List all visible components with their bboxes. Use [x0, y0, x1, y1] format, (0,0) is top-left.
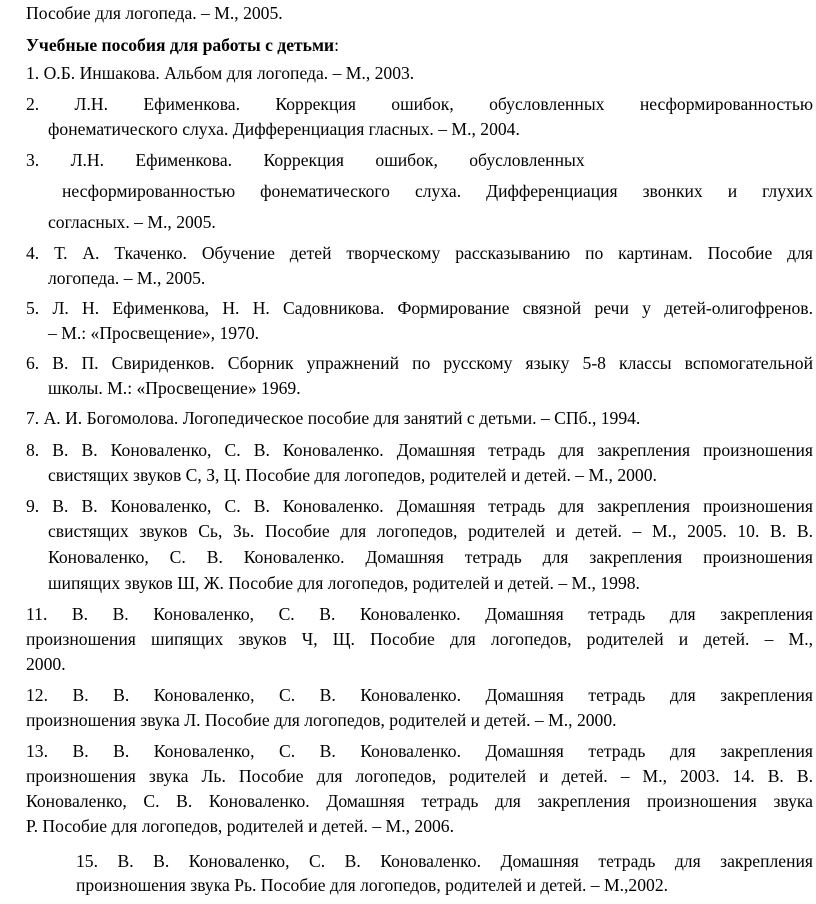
list-item: 1. О.Б. Иншакова. Альбом для логопеда. – М., 2003.	[26, 63, 415, 83]
list-item: 7. А. И. Богомолова. Логопедическое пособие для занятий с детьми. – СПб., 1994.	[26, 408, 641, 428]
list-item-continuation: произношения шипящих звуков Ч, Щ. Пособие для логопедов, родителей и детей. – М.,	[26, 629, 813, 649]
list-item-continuation: Коноваленко, С. В. Коноваленко. Домашняя тетрадь для закрепления произношения	[48, 547, 813, 567]
section-heading	[26, 34, 813, 56]
list-item-continuation: Р. Пособие для логопедов, родителей и детей. – М., 2006.	[26, 816, 454, 836]
list-item: 3. Л.Н. Ефименкова. Коррекция ошибок, обусловленных	[26, 150, 585, 170]
list-item-continuation: 2000.	[26, 654, 66, 674]
list-item-continuation: свистящих звуков Сь, Зь. Пособие для логопедов, родителей и детей. – М., 2005. 10. В. В.	[48, 521, 813, 541]
top-line: Пособие для логопеда. – М., 2005.	[26, 3, 283, 23]
list-item: 15. В. В. Коноваленко, С. В. Коноваленко. Домашняя тетрадь для закрепления	[76, 851, 813, 871]
heading-text: Учебные пособия для работы с детьми	[26, 35, 335, 55]
list-item-continuation: согласных. – М., 2005.	[48, 212, 216, 232]
list-item-continuation: логопеда. – М., 2005.	[48, 268, 206, 288]
list-item: 5. Л. Н. Ефименкова, Н. Н. Садовникова. Формирование связной речи у детей-олигофренов.	[26, 298, 813, 318]
list-item-continuation: Коноваленко, С. В. Коноваленко. Домашняя тетрадь для закрепления произношения звука	[26, 791, 813, 811]
list-item-continuation: шипящих звуков Ш, Ж. Пособие для логопедов, родителей и детей. – М., 1998.	[48, 573, 640, 593]
list-item-continuation: фонематического слуха. Дифференциация гласных. – М., 2004.	[48, 119, 520, 139]
list-item: 8. В. В. Коноваленко, С. В. Коноваленко. Домашняя тетрадь для закрепления произношения	[26, 440, 813, 460]
list-item: 6. В. П. Свириденков. Сборник упражнений по русскому языку 5-8 классы вспомогательной	[26, 353, 813, 373]
heading-colon: :	[334, 35, 339, 55]
list-item: 12. В. В. Коноваленко, С. В. Коноваленко. Домашняя тетрадь для закрепления	[26, 685, 813, 705]
list-item-continuation: – М.: «Просвещение», 1970.	[48, 323, 260, 343]
list-item-continuation: свистящих звуков С, З, Ц. Пособие для логопедов, родителей и детей. – М., 2000.	[48, 465, 657, 485]
list-item-continuation: произношения звука Л. Пособие для логопедов, родителей и детей. – М., 2000.	[26, 710, 617, 730]
list-item: 4. Т. А. Ткаченко. Обучение детей творческому рассказыванию по картинам. Пособие для	[26, 243, 813, 263]
list-item-continuation: школы. М.: «Просвещение» 1969.	[48, 378, 301, 398]
list-item: 9. В. В. Коноваленко, С. В. Коноваленко. Домашняя тетрадь для закрепления произношения	[26, 496, 813, 516]
list-item-continuation: произношения звука Ль. Пособие для логопедов, родителей и детей. – М., 2003. 14. В. В.	[26, 766, 813, 786]
list-item: 13. В. В. Коноваленко, С. В. Коноваленко. Домашняя тетрадь для закрепления	[26, 741, 813, 761]
list-item: 2. Л.Н. Ефименкова. Коррекция ошибок, обусловленных несформированностью	[26, 94, 813, 114]
list-item-continuation: произношения звука Рь. Пособие для логопедов, родителей и детей. – М.,2002.	[76, 875, 669, 895]
list-item: 11. В. В. Коноваленко, С. В. Коноваленко. Домашняя тетрадь для закрепления	[26, 604, 813, 624]
list-item-continuation: несформированностью фонематического слуха. Дифференциация звонких и глухих	[62, 181, 813, 201]
